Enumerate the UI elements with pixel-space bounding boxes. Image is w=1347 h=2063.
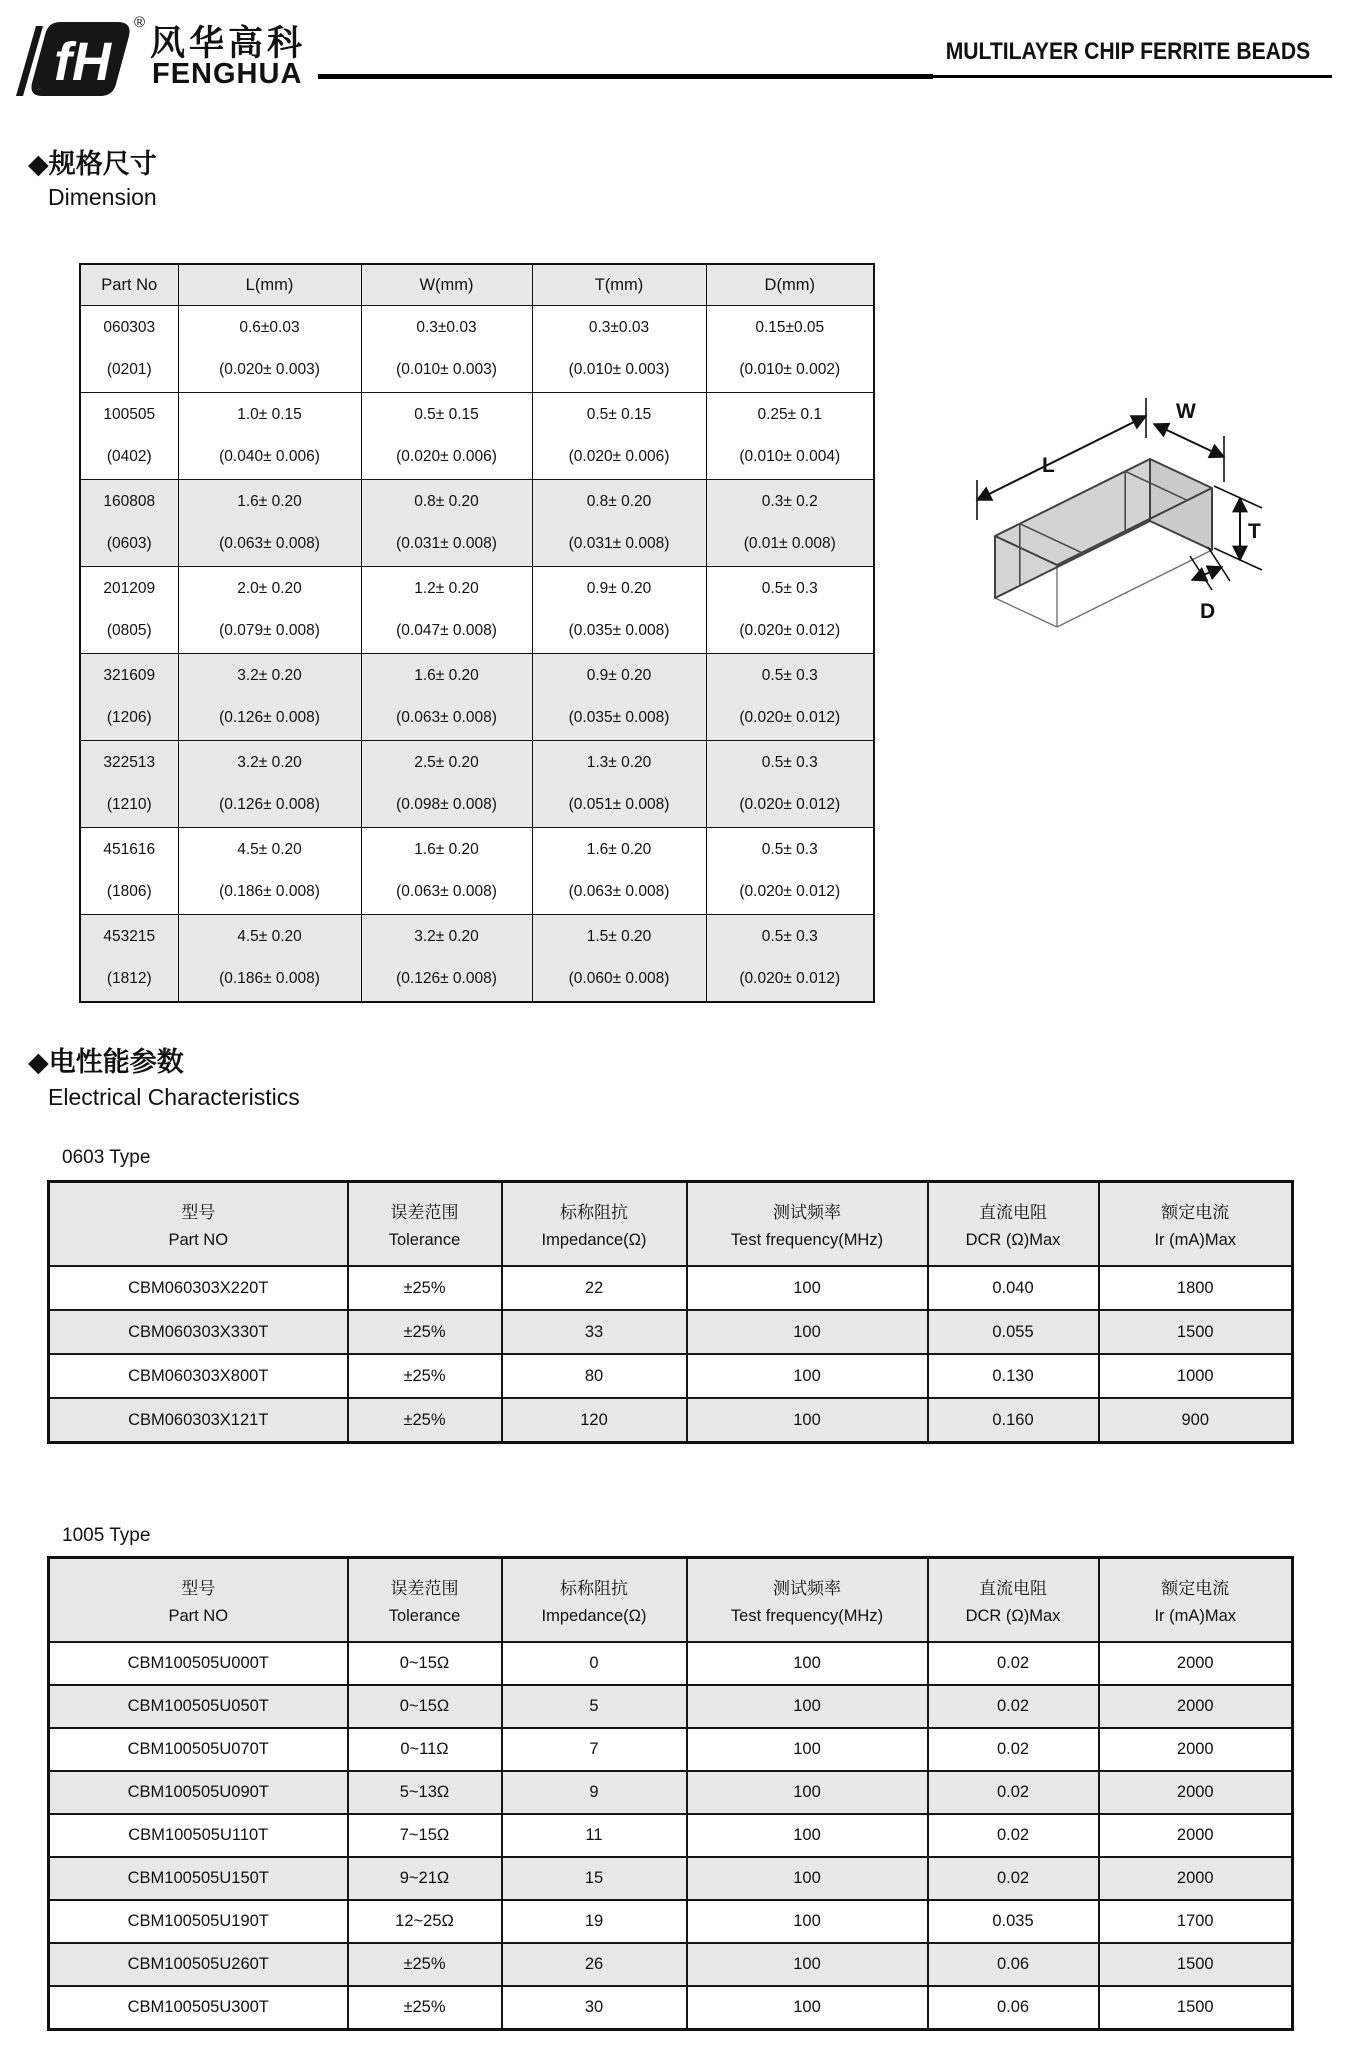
dim-value-mm: 0.5± 0.15 bbox=[414, 406, 479, 423]
spec-part-no: CBM100505U050T bbox=[49, 1685, 348, 1728]
spec-col-header-en: Impedance(Ω) bbox=[541, 1607, 647, 1625]
spec-cell: 12~25Ω bbox=[348, 1900, 502, 1943]
dim-col-header: L(mm) bbox=[178, 264, 361, 306]
spec-col-header-cn: 测试频率 bbox=[773, 1579, 841, 1598]
spec-cell: 15 bbox=[502, 1857, 687, 1900]
dim-cell bbox=[706, 654, 874, 741]
dim-cell bbox=[178, 567, 361, 654]
spec-cell: ±25% bbox=[348, 1986, 502, 2030]
dim-value-mm: 1.6± 0.20 bbox=[414, 667, 479, 684]
spec-cell: 100 bbox=[687, 1398, 928, 1443]
spec-cell: 0.02 bbox=[928, 1814, 1099, 1857]
dim-cell bbox=[80, 393, 178, 480]
dim-cell bbox=[532, 741, 706, 828]
electrical-table-0603 bbox=[47, 1180, 1294, 1444]
spec-cell: 0.02 bbox=[928, 1771, 1099, 1814]
spec-col-header bbox=[348, 1558, 502, 1643]
dim-value-mm: 3.2± 0.20 bbox=[237, 754, 302, 771]
spec-header-row bbox=[49, 1182, 1293, 1267]
dim-value-mm: 3.2± 0.20 bbox=[414, 928, 479, 945]
spec-cell: ±25% bbox=[348, 1354, 502, 1398]
brand-name-en: FENGHUA bbox=[152, 58, 303, 90]
spec-cell: 0.02 bbox=[928, 1728, 1099, 1771]
brand-name-cn: 风华高科 bbox=[150, 24, 307, 63]
dim-value-mm: 321609 bbox=[103, 667, 156, 684]
label-W: W bbox=[1176, 400, 1196, 423]
dim-value-inch: (0.020± 0.006) bbox=[396, 448, 497, 465]
spec-cell: 1700 bbox=[1099, 1900, 1293, 1943]
spec-col-header-en: Ir (mA)Max bbox=[1154, 1231, 1237, 1249]
spec-col-header-cn: 误差范围 bbox=[390, 1579, 459, 1598]
dim-cell bbox=[178, 306, 361, 393]
spec-part-no: CBM100505U150T bbox=[49, 1857, 348, 1900]
dim-value-inch: (0.126± 0.008) bbox=[219, 796, 320, 813]
dim-value-mm: 060303 bbox=[103, 319, 156, 336]
spec-header-row bbox=[49, 1558, 1293, 1643]
spec-col-header-en: Tolerance bbox=[388, 1231, 461, 1249]
dim-cell bbox=[178, 828, 361, 915]
dim-cell bbox=[361, 654, 532, 741]
spec-cell: 2000 bbox=[1099, 1728, 1293, 1771]
dim-cell bbox=[178, 654, 361, 741]
spec-cell: 100 bbox=[687, 1900, 928, 1943]
spec-cell: 100 bbox=[687, 1642, 928, 1685]
dim-cell bbox=[361, 480, 532, 567]
dim-cell bbox=[706, 741, 874, 828]
dim-value-inch: (0.186± 0.008) bbox=[219, 970, 320, 987]
dim-value-inch: (0.079± 0.008) bbox=[219, 622, 320, 639]
dim-value-inch: (0.01± 0.008) bbox=[743, 535, 836, 552]
dim-value-mm: 3.2± 0.20 bbox=[237, 667, 302, 684]
dim-value-inch: (0.040± 0.006) bbox=[219, 448, 320, 465]
dim-cell bbox=[361, 915, 532, 1003]
spec-cell: 0.02 bbox=[928, 1685, 1099, 1728]
electrical-heading-cn: ◆电性能参数 bbox=[28, 1047, 184, 1077]
page-title: MULTILAYER CHIP FERRITE BEADS bbox=[945, 38, 1310, 65]
spec-cell: 900 bbox=[1099, 1398, 1293, 1443]
dim-col-header: T(mm) bbox=[532, 264, 706, 306]
spec-cell: 0 bbox=[502, 1642, 687, 1685]
spec-row bbox=[49, 1266, 1293, 1310]
dim-cell bbox=[706, 393, 874, 480]
spec-col-header-cn: 额定电流 bbox=[1161, 1203, 1230, 1222]
spec-col-header-cn: 额定电流 bbox=[1161, 1579, 1230, 1598]
dim-value-inch: (0.035± 0.008) bbox=[568, 622, 670, 639]
label-L: L bbox=[1042, 454, 1055, 477]
spec-col-header bbox=[348, 1182, 502, 1267]
spec-col-header bbox=[1099, 1182, 1293, 1267]
svg-text:fH: fH bbox=[54, 32, 111, 92]
dimension-heading-cn: ◆规格尺寸 bbox=[28, 149, 157, 179]
dim-cell bbox=[80, 654, 178, 741]
dim-value-mm: 1.0± 0.15 bbox=[237, 406, 302, 423]
spec-row bbox=[49, 1857, 1293, 1900]
spec-cell: 1500 bbox=[1099, 1310, 1293, 1354]
spec-cell: 100 bbox=[687, 1771, 928, 1814]
dim-value-mm: 0.5± 0.3 bbox=[761, 754, 818, 771]
dim-row bbox=[80, 654, 874, 741]
dim-value-mm: 0.25± 0.1 bbox=[757, 406, 823, 423]
dim-value-mm: 0.5± 0.3 bbox=[761, 667, 818, 684]
spec-cell: 2000 bbox=[1099, 1771, 1293, 1814]
dim-cell bbox=[178, 741, 361, 828]
dim-value-inch: (0.063± 0.008) bbox=[219, 535, 320, 552]
dim-value-mm: 1.6± 0.20 bbox=[586, 841, 652, 858]
dim-value-inch: (0402) bbox=[106, 448, 152, 465]
spec-row bbox=[49, 1310, 1293, 1354]
spec-row bbox=[49, 1685, 1293, 1728]
dim-value-mm: 0.6±0.03 bbox=[239, 319, 300, 336]
chip-dimension-diagram bbox=[950, 386, 1290, 676]
dim-cell bbox=[80, 915, 178, 1003]
spec-part-no: CBM100505U000T bbox=[49, 1642, 348, 1685]
spec-part-no: CBM060303X121T bbox=[49, 1398, 348, 1443]
spec-cell: 100 bbox=[687, 1943, 928, 1986]
spec-col-header-en: Test frequency(MHz) bbox=[730, 1607, 884, 1625]
dim-row bbox=[80, 915, 874, 1003]
dim-row bbox=[80, 567, 874, 654]
spec-cell: 0.040 bbox=[928, 1266, 1099, 1310]
dim-value-inch: (0.031± 0.008) bbox=[568, 535, 670, 552]
dim-value-inch: (1210) bbox=[106, 796, 152, 813]
dim-value-mm: 0.8± 0.20 bbox=[586, 493, 652, 510]
dim-cell bbox=[361, 828, 532, 915]
dim-value-inch: (0.060± 0.008) bbox=[568, 970, 670, 987]
dim-value-inch: (0.020± 0.012) bbox=[739, 970, 841, 987]
dim-value-mm: 160808 bbox=[103, 493, 156, 510]
dim-cell bbox=[532, 306, 706, 393]
dim-row bbox=[80, 480, 874, 567]
dim-value-inch: (0.020± 0.003) bbox=[219, 361, 320, 378]
spec-cell: 0.02 bbox=[928, 1857, 1099, 1900]
dim-cell bbox=[178, 915, 361, 1003]
spec-row bbox=[49, 1642, 1293, 1685]
dim-value-inch: (0.020± 0.006) bbox=[568, 448, 670, 465]
dim-cell bbox=[361, 741, 532, 828]
dim-value-mm: 0.15±0.05 bbox=[755, 319, 825, 336]
spec-cell: 100 bbox=[687, 1354, 928, 1398]
dim-row bbox=[80, 741, 874, 828]
dim-value-inch: (0.186± 0.008) bbox=[219, 883, 320, 900]
dim-value-inch: (0.047± 0.008) bbox=[396, 622, 497, 639]
spec-col-header bbox=[1099, 1558, 1293, 1643]
spec-cell: 2000 bbox=[1099, 1685, 1293, 1728]
dim-value-inch: (0805) bbox=[106, 622, 152, 639]
dim-value-inch: (0.063± 0.008) bbox=[396, 709, 497, 726]
spec-col-header bbox=[928, 1558, 1099, 1643]
spec-part-no: CBM100505U110T bbox=[49, 1814, 348, 1857]
spec-cell: 0~15Ω bbox=[348, 1642, 502, 1685]
spec-cell: 0.130 bbox=[928, 1354, 1099, 1398]
spec-row bbox=[49, 1986, 1293, 2030]
registered-trademark-symbol: ® bbox=[134, 14, 146, 31]
spec-cell: 80 bbox=[502, 1354, 687, 1398]
dim-cell bbox=[532, 567, 706, 654]
spec-col-header-en: Tolerance bbox=[388, 1607, 461, 1625]
spec-col-header bbox=[687, 1182, 928, 1267]
dim-cell bbox=[361, 306, 532, 393]
spec-col-header-cn: 型号 bbox=[181, 1203, 216, 1222]
spec-cell: 22 bbox=[502, 1266, 687, 1310]
spec-col-header bbox=[502, 1558, 687, 1643]
spec-part-no: CBM100505U190T bbox=[49, 1900, 348, 1943]
dim-cell bbox=[706, 480, 874, 567]
dim-cell bbox=[532, 915, 706, 1003]
dim-value-inch: (0201) bbox=[106, 361, 152, 378]
dim-cell bbox=[706, 915, 874, 1003]
spec-col-header-en: Ir (mA)Max bbox=[1154, 1607, 1237, 1625]
dim-value-inch: (0.010± 0.004) bbox=[739, 448, 841, 465]
spec-row bbox=[49, 1354, 1293, 1398]
dim-col-header: W(mm) bbox=[361, 264, 532, 306]
dim-value-mm: 2.5± 0.20 bbox=[414, 754, 479, 771]
spec-col-header-cn: 型号 bbox=[181, 1579, 216, 1598]
spec-cell: 9~21Ω bbox=[348, 1857, 502, 1900]
spec-cell: 2000 bbox=[1099, 1857, 1293, 1900]
label-D: D bbox=[1200, 600, 1216, 623]
spec-row bbox=[49, 1728, 1293, 1771]
spec-col-header-en: Part NO bbox=[168, 1607, 229, 1625]
dim-value-mm: 0.5± 0.15 bbox=[586, 406, 652, 423]
dim-cell bbox=[80, 828, 178, 915]
dim-cell bbox=[361, 567, 532, 654]
dim-value-mm: 322513 bbox=[103, 754, 156, 771]
dim-value-inch: (0.020± 0.012) bbox=[739, 796, 841, 813]
spec-cell: 0~11Ω bbox=[348, 1728, 502, 1771]
dim-cell bbox=[532, 828, 706, 915]
dim-value-inch: (0.126± 0.008) bbox=[219, 709, 320, 726]
spec-cell: 30 bbox=[502, 1986, 687, 2030]
spec-cell: 1500 bbox=[1099, 1943, 1293, 1986]
spec-cell: 33 bbox=[502, 1310, 687, 1354]
dim-cell bbox=[706, 567, 874, 654]
dim-value-inch: (0603) bbox=[106, 535, 152, 552]
dim-value-mm: 0.3±0.03 bbox=[588, 319, 650, 336]
spec-row bbox=[49, 1398, 1293, 1443]
spec-col-header bbox=[687, 1558, 928, 1643]
spec-cell: 100 bbox=[687, 1986, 928, 2030]
label-T: T bbox=[1248, 520, 1261, 543]
dim-value-mm: 453215 bbox=[103, 928, 156, 945]
spec-part-no: CBM100505U260T bbox=[49, 1943, 348, 1986]
electrical-table-1005 bbox=[47, 1556, 1294, 2031]
spec-row bbox=[49, 1943, 1293, 1986]
dim-value-mm: 0.3± 0.2 bbox=[761, 493, 818, 510]
spec-col-header bbox=[49, 1182, 348, 1267]
spec-col-header bbox=[502, 1182, 687, 1267]
spec-cell: 100 bbox=[687, 1266, 928, 1310]
dim-value-inch: (0.020± 0.012) bbox=[739, 883, 841, 900]
spec-col-header-en: Test frequency(MHz) bbox=[730, 1231, 884, 1249]
spec-col-header-cn: 直流电阻 bbox=[979, 1203, 1047, 1222]
spec-row bbox=[49, 1900, 1293, 1943]
dim-value-inch: (0.010± 0.002) bbox=[739, 361, 841, 378]
dim-value-inch: (0.051± 0.008) bbox=[568, 796, 670, 813]
spec-cell: 0.02 bbox=[928, 1642, 1099, 1685]
spec-cell: 100 bbox=[687, 1728, 928, 1771]
dim-value-mm: 0.5± 0.3 bbox=[761, 841, 818, 858]
dim-value-mm: 0.9± 0.20 bbox=[586, 580, 652, 597]
dim-value-mm: 451616 bbox=[103, 841, 156, 858]
spec-part-no: CBM100505U300T bbox=[49, 1986, 348, 2030]
spec-row bbox=[49, 1771, 1293, 1814]
dim-cell bbox=[532, 480, 706, 567]
spec-part-no: CBM100505U070T bbox=[49, 1728, 348, 1771]
dimension-heading-en: Dimension bbox=[48, 184, 157, 210]
spec-cell: 0.035 bbox=[928, 1900, 1099, 1943]
dim-value-mm: 1.6± 0.20 bbox=[237, 493, 302, 510]
dim-value-mm: 0.3±0.03 bbox=[416, 319, 477, 336]
spec-col-header-en: Impedance(Ω) bbox=[541, 1231, 647, 1249]
dim-cell bbox=[80, 567, 178, 654]
dim-value-mm: 100505 bbox=[103, 406, 156, 423]
dim-cell bbox=[178, 480, 361, 567]
dim-value-inch: (0.098± 0.008) bbox=[396, 796, 497, 813]
spec-col-header bbox=[928, 1182, 1099, 1267]
width-arrow bbox=[1154, 424, 1224, 457]
dim-value-mm: 1.5± 0.20 bbox=[586, 928, 652, 945]
spec-cell: 19 bbox=[502, 1900, 687, 1943]
dim-row bbox=[80, 306, 874, 393]
dim-row bbox=[80, 828, 874, 915]
dim-cell bbox=[532, 654, 706, 741]
spec-col-header-cn: 测试频率 bbox=[773, 1203, 841, 1222]
dim-value-inch: (1206) bbox=[106, 709, 152, 726]
dim-cell bbox=[80, 306, 178, 393]
dim-value-mm: 1.2± 0.20 bbox=[414, 580, 479, 597]
spec-cell: 26 bbox=[502, 1943, 687, 1986]
dim-cell bbox=[706, 828, 874, 915]
dim-cell bbox=[178, 393, 361, 480]
dim-cell bbox=[706, 306, 874, 393]
spec-cell: 0.160 bbox=[928, 1398, 1099, 1443]
dim-value-mm: 0.5± 0.3 bbox=[761, 928, 818, 945]
dim-cell bbox=[361, 393, 532, 480]
spec-cell: 1500 bbox=[1099, 1986, 1293, 2030]
spec-cell: 100 bbox=[687, 1857, 928, 1900]
spec-part-no: CBM060303X220T bbox=[49, 1266, 348, 1310]
spec-cell: 11 bbox=[502, 1814, 687, 1857]
fenghua-logo-icon bbox=[12, 14, 137, 106]
spec-cell: 7~15Ω bbox=[348, 1814, 502, 1857]
spec-cell: 9 bbox=[502, 1771, 687, 1814]
spec-cell: 100 bbox=[687, 1814, 928, 1857]
spec-col-header-en: DCR (Ω)Max bbox=[965, 1231, 1061, 1249]
dim-col-header: D(mm) bbox=[706, 264, 874, 306]
spec-col-header-cn: 标称阻抗 bbox=[560, 1203, 628, 1222]
spec-cell: 1000 bbox=[1099, 1354, 1293, 1398]
dim-value-inch: (0.035± 0.008) bbox=[568, 709, 670, 726]
spec-cell: 2000 bbox=[1099, 1642, 1293, 1685]
dim-value-mm: 0.5± 0.3 bbox=[761, 580, 818, 597]
dim-value-mm: 4.5± 0.20 bbox=[237, 841, 302, 858]
type-label-0603: 0603 Type bbox=[62, 1147, 151, 1168]
spec-cell: 100 bbox=[687, 1310, 928, 1354]
dim-value-inch: (0.010± 0.003) bbox=[396, 361, 497, 378]
spec-cell: 5 bbox=[502, 1685, 687, 1728]
dim-value-inch: (0.126± 0.008) bbox=[396, 970, 497, 987]
spec-cell: ±25% bbox=[348, 1310, 502, 1354]
spec-cell: 0~15Ω bbox=[348, 1685, 502, 1728]
dim-cell bbox=[80, 480, 178, 567]
spec-col-header-en: Part NO bbox=[168, 1231, 229, 1249]
spec-cell: 0.06 bbox=[928, 1986, 1099, 2030]
header-rule-thick bbox=[318, 74, 933, 79]
spec-cell: 100 bbox=[687, 1685, 928, 1728]
dimension-table bbox=[79, 263, 875, 1003]
spec-cell: 120 bbox=[502, 1398, 687, 1443]
type-label-1005: 1005 Type bbox=[62, 1525, 151, 1546]
spec-part-no: CBM060303X330T bbox=[49, 1310, 348, 1354]
spec-col-header-cn: 直流电阻 bbox=[979, 1579, 1047, 1598]
dim-value-mm: 4.5± 0.20 bbox=[237, 928, 302, 945]
dim-value-mm: 1.3± 0.20 bbox=[586, 754, 652, 771]
dim-value-mm: 2.0± 0.20 bbox=[237, 580, 302, 597]
electrical-heading-en: Electrical Characteristics bbox=[48, 1084, 300, 1110]
spec-cell: ±25% bbox=[348, 1943, 502, 1986]
dim-value-inch: (0.020± 0.012) bbox=[739, 709, 841, 726]
spec-row bbox=[49, 1814, 1293, 1857]
spec-col-header-cn: 误差范围 bbox=[390, 1203, 459, 1222]
spec-cell: 7 bbox=[502, 1728, 687, 1771]
dim-value-mm: 0.8± 0.20 bbox=[414, 493, 479, 510]
spec-cell: 0.06 bbox=[928, 1943, 1099, 1986]
spec-cell: 1800 bbox=[1099, 1266, 1293, 1310]
dim-header-row bbox=[80, 264, 874, 306]
spec-cell: 5~13Ω bbox=[348, 1771, 502, 1814]
spec-cell: ±25% bbox=[348, 1398, 502, 1443]
dim-value-mm: 1.6± 0.20 bbox=[414, 841, 479, 858]
dim-value-inch: (1806) bbox=[106, 883, 152, 900]
spec-part-no: CBM060303X800T bbox=[49, 1354, 348, 1398]
dim-value-mm: 0.9± 0.20 bbox=[586, 667, 652, 684]
spec-part-no: CBM100505U090T bbox=[49, 1771, 348, 1814]
dim-value-inch: (0.031± 0.008) bbox=[396, 535, 497, 552]
dim-value-inch: (0.063± 0.008) bbox=[396, 883, 497, 900]
dim-value-inch: (0.063± 0.008) bbox=[568, 883, 670, 900]
dim-cell bbox=[532, 393, 706, 480]
dim-value-inch: (0.010± 0.003) bbox=[568, 361, 670, 378]
dim-col-header: Part No bbox=[80, 264, 178, 306]
dim-row bbox=[80, 393, 874, 480]
dim-value-mm: 201209 bbox=[103, 580, 156, 597]
dim-value-inch: (1812) bbox=[106, 970, 152, 987]
spec-col-header-cn: 标称阻抗 bbox=[560, 1579, 628, 1598]
spec-cell: 2000 bbox=[1099, 1814, 1293, 1857]
band-width-arrow bbox=[1192, 567, 1222, 580]
dim-cell bbox=[80, 741, 178, 828]
spec-cell: 0.055 bbox=[928, 1310, 1099, 1354]
spec-col-header-en: DCR (Ω)Max bbox=[965, 1607, 1061, 1625]
dim-value-inch: (0.020± 0.012) bbox=[739, 622, 841, 639]
spec-cell: ±25% bbox=[348, 1266, 502, 1310]
spec-col-header bbox=[49, 1558, 348, 1643]
header-rule-thin bbox=[933, 75, 1332, 78]
